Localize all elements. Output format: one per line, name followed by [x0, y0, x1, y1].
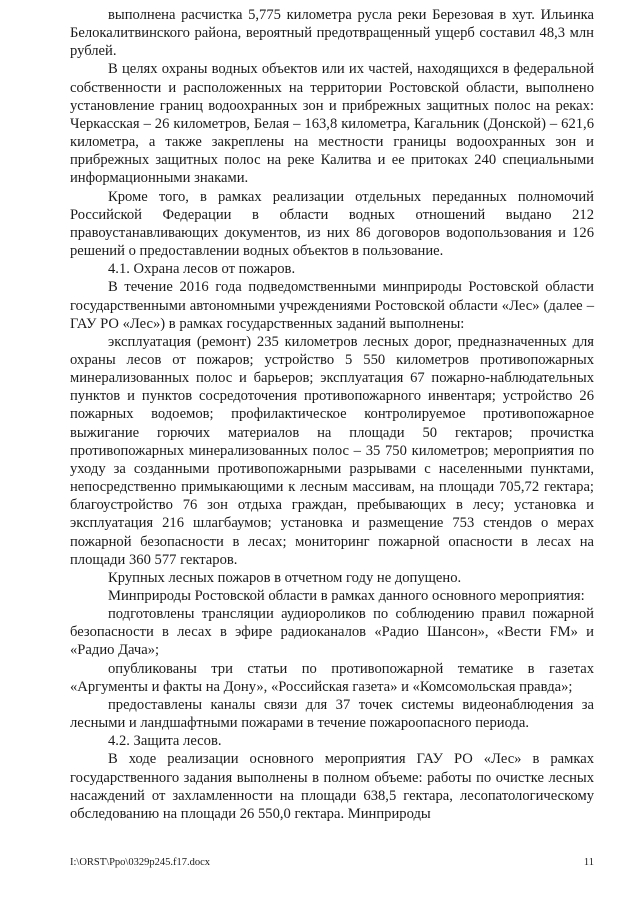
paragraph: В целях охраны водных объектов или их частей, находящихся в федеральной собственности и расположенных на территории Ростовской области, выполнено установление границ водоохранных зон и прибрежных защитных полос на реках: Черкасская – 26 километров, Белая – 163,8 километра, Кагальник (Донской) – 621,6 километра, а также закреплены на местности границы водоохранных зон и прибрежных защитных полос на реке Калитва и ее притоках 240 специальными информационными знаками. — [70, 61, 594, 187]
footer-file-path: I:\ORST\Ppo\0329p245.f17.docx — [70, 857, 211, 868]
page-number: 11 — [583, 857, 594, 868]
paragraph: выполнена расчистка 5,775 километра русла реки Березовая в хут. Ильинка Белокалитвинского района, вероятный предотвращенный ущерб составил 48,3 млн рублей. — [70, 7, 594, 60]
paragraph: эксплуатация (ремонт) 235 километров лесных дорог, предназначенных для охраны лесов от пожаров; устройство 5 550 километров противопожарных минерализованных полос и барьеров; эксплуатация 67 пожарно-наблюдательных пунктов и пунктов сосредоточения противопожарного инвентаря; устройство 26 пожарных водоемов; профилактическое контролируемое противопожарное выжигание горючих материалов на площади 50 гектаров; прочистка противопожарных минерализованных полос – 35 750 километров; мероприятия по уходу за созданными противопожарными разрывами с населенными пунктами, непосредственно примыкающими к лесным массивам, на площади 705,72 гектара; благоустройство 76 зон отдыха граждан, пребывающих в лесу; установка и эксплуатация 216 шлагбаумов; установка и размещение 753 стендов о мерах пожарной безопасности в лесах; мониторинг пожарной опасности в лесах на площади 360 577 гектаров. — [70, 333, 594, 568]
paragraph: предоставлены каналы связи для 37 точек системы видеонаблюдения за лесными и ландшафтными пожарами в течение пожароопасного периода. — [70, 696, 594, 732]
paragraph: опубликованы три статьи по противопожарной тематике в газетах «Аргументы и факты на Дону», «Российская газета» и «Комсомольская правда»; — [70, 660, 594, 695]
paragraph: Крупных лесных пожаров в отчетном году не допущено. — [108, 569, 462, 586]
paragraph: В течение 2016 года подведомственными минприроды Ростовской области государственными автономными учреждениями Ростовской области «Лес» (далее – ГАУ РО «Лес») в рамках государственных заданий выполнены: — [70, 279, 594, 332]
section-heading: 4.1. Охрана лесов от пожаров. — [108, 261, 296, 278]
paragraph: Кроме того, в рамках реализации отдельных переданных полномочий Российской Федерации в области водных отношений выдано 212 правоустанавливающих документов, из них 86 договоров водопользования и 126 решений о предоставлении водных объектов в пользование. — [70, 188, 594, 260]
section-heading: 4.2. Защита лесов. — [108, 733, 222, 750]
paragraph: Минприроды Ростовской области в рамках данного основного мероприятия: — [108, 588, 585, 604]
document-body — [70, 6, 594, 823]
paragraph: В ходе реализации основного мероприятия ГАУ РО «Лес» в рамках государственного задания выполнены в полном объеме: работы по очистке лесных насаждений от захламленности на площади 638,5 гектара, лесопатологическому обследованию на площади 26 550,0 гектара. Минприроды — [70, 751, 594, 822]
paragraph: подготовлены трансляции аудиороликов по соблюдению правил пожарной безопасности в лесах в эфире радиоканалов «Радио Шансон», «Вести FM» и «Радио Дача»; — [70, 606, 594, 659]
